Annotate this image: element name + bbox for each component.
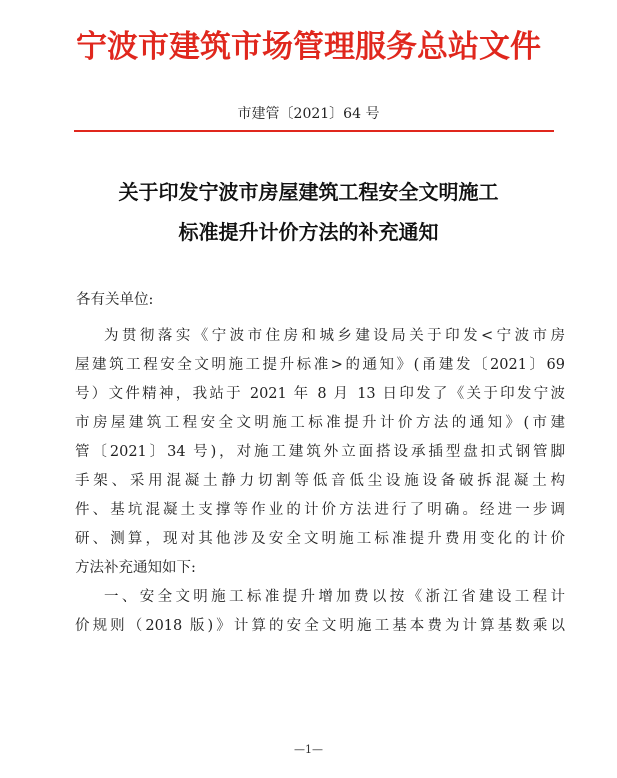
- notice-title: [0, 172, 617, 252]
- document-masthead: 宁波市建筑市场管理服务总站文件: [76, 29, 541, 65]
- body-line: 手架、采用混凝土静力切割等低音低尘设施设备破拆混凝土构: [75, 473, 565, 489]
- body-line: 方法补充通知如下:: [75, 560, 196, 576]
- body-line: 价规则（2018 版)》计算的安全文明施工基本费为计算基数乘以: [75, 618, 565, 634]
- body-line: 号）文件精神，我站于 2021 年 8 月 13 日印发了《关于印发宁波: [75, 386, 565, 402]
- body-line: 件、基坑混凝土支撑等作业的计价方法进行了明确。经进一步调: [75, 502, 565, 518]
- body-line: 管〔2021〕34 号)，对施工建筑外立面搭设承插型盘扣式钢管脚: [75, 444, 565, 460]
- page-number: —1—: [294, 743, 323, 756]
- notice-title-line-1: 关于印发宁波市房屋建筑工程安全文明施工: [118, 180, 499, 204]
- body-line: 市房屋建筑工程安全文明施工标准提升计价方法的通知》(市建: [75, 415, 565, 431]
- body-line: 研、测算，现对其他涉及安全文明施工标准提升费用变化的计价: [75, 531, 565, 547]
- body-line: 为贯彻落实《宁波市住房和城乡建设局关于印发<宁波市房: [104, 328, 565, 344]
- body-line: 屋建筑工程安全文明施工提升标准>的通知》(甬建发〔2021〕69: [75, 357, 565, 373]
- document-number: 市建管〔2021〕64 号: [237, 106, 380, 122]
- body-text: [75, 322, 565, 641]
- notice-title-line-2: 标准提升计价方法的补充通知: [178, 220, 439, 244]
- salutation: 各有关单位:: [76, 292, 154, 308]
- body-line: 一、安全文明施工标准提升增加费以按《浙江省建设工程计: [104, 589, 565, 605]
- red-divider-rule: [74, 130, 554, 132]
